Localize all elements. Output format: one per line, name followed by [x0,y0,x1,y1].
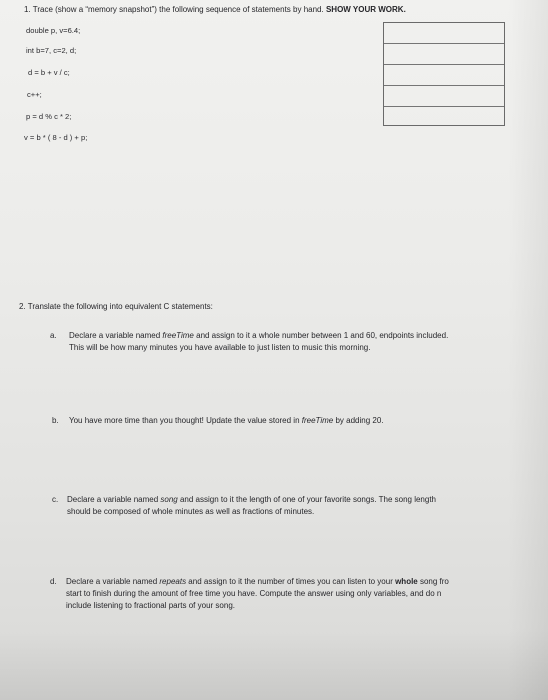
item-b-line-1: You have more time than you thought! Update the value stored in freeTime by adding 20. [69,416,384,425]
code-line-2: int b=7, c=2, d; [26,46,77,55]
item-a-label: a. [50,331,57,340]
item-c-line-1: Declare a variable named song and assign to it the length of one of your favorite songs. The song length [67,495,436,504]
identifier-freetime: freeTime [162,331,194,340]
item-d-line-3: include listening to fractional parts of your song. [66,601,235,610]
code-line-6: v = b * ( 8 - d ) + p; [24,133,88,142]
question-1-number: 1. [24,5,31,14]
item-c-line-2: should be composed of whole minutes as well as fractions of minutes. [67,507,315,516]
table-row-divider [384,64,504,65]
identifier-song: song [160,495,178,504]
table-row-divider [384,85,504,86]
question-2-number: 2. [19,302,26,311]
question-2-title [19,302,213,312]
page-shadow-right [508,0,548,700]
item-c-label: c. [52,495,59,504]
code-line-4: c++; [27,90,42,99]
code-line-5: p = d % c * 2; [26,112,72,121]
item-d-line-2: start to finish during the amount of free time you have. Compute the answer using only variables, and do n [66,589,442,598]
question-1-text: Trace (show a “memory snapshot”) the following sequence of statements by hand. [32,5,324,14]
identifier-freetime: freeTime [301,416,334,425]
question-1-emphasis: SHOW YOUR WORK. [325,5,406,14]
emphasis-whole: whole [395,577,418,586]
table-row-divider [384,106,504,107]
identifier-repeats: repeats [159,577,187,586]
item-a-line-2: This will be how many minutes you have available to just listen to music this morning. [69,343,371,352]
code-line-3: d = b + v / c; [28,68,70,77]
item-a-line-1: Declare a variable named freeTime and assign to it a whole number between 1 and 60, endpoints included. [69,331,449,340]
question-2-text: Translate the following into equivalent C statements: [27,302,213,311]
question-1-title [24,5,406,15]
item-b-label: b. [52,416,59,425]
page-shadow-bottom [0,630,548,700]
item-d-label: d. [50,577,57,586]
memory-snapshot-table [383,22,505,126]
code-line-1: double p, v=6.4; [26,26,81,35]
table-row-divider [384,43,504,44]
item-d-line-1: Declare a variable named repeats and assign to it the number of times you can listen to your whole song fro [66,577,449,586]
